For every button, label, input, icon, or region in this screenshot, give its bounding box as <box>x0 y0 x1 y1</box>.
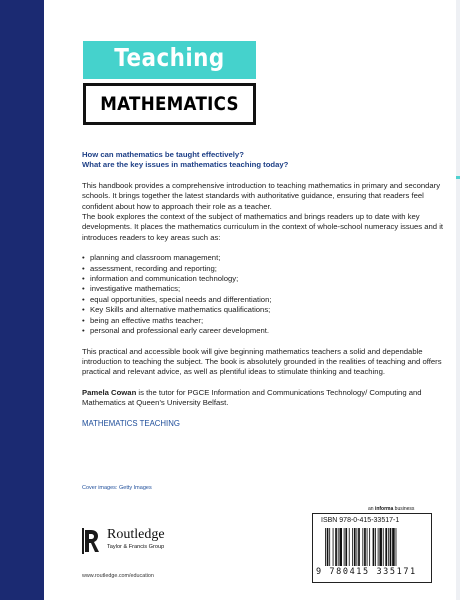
barcode-bar <box>378 528 379 566</box>
question-2: What are the key issues in mathematics teaching today? <box>82 160 289 170</box>
barcode-bar <box>379 528 382 566</box>
bullet-icon: • <box>82 274 85 284</box>
isbn-label: ISBN 978-0-415-33517-1 <box>321 517 400 524</box>
barcode-bar <box>396 528 397 566</box>
author-description: is the tutor for PGCE Information and Communications Technology/ Computing and Mathematics at Queen’s University Belfast. <box>82 387 422 408</box>
intro-paragraph-1: This handbook provides a comprehensive introduction to teaching mathematics in primary and secondary schools. It brings together the latest standards with authoritative guidance, ensuring that readers feel confident about how to approach their role as a teacher. <box>82 180 441 211</box>
routledge-logo-icon <box>82 528 100 554</box>
barcode-bar <box>390 528 392 566</box>
barcode-bar <box>362 528 363 566</box>
bullet-icon: • <box>82 294 85 304</box>
barcode-bar <box>325 528 326 566</box>
barcode-icon <box>325 528 419 566</box>
bullet-icon: • <box>82 305 85 315</box>
barcode-bar <box>338 528 339 566</box>
author-bio <box>82 388 444 409</box>
barcode-bar <box>344 528 345 566</box>
edge-marker <box>456 176 460 179</box>
publisher-group: Taylor & Francis Group <box>107 544 165 550</box>
barcode-bar <box>329 528 330 566</box>
barcode-bar <box>383 528 384 566</box>
barcode-bar <box>354 528 356 566</box>
title-teaching-banner <box>83 41 256 79</box>
author-name: Pamela Cowan <box>82 387 137 397</box>
list-item: • investigative mathematics; <box>82 284 181 294</box>
closing-paragraph: This practical and accessible book will give beginning mathematics teachers a solid and dependable introduction to teaching the subject. The book is absolutely grounded in the realities of teaching and offers practical and relevant advice, as well as plentiful ideas to stimulate thinking and teaching. <box>82 346 442 377</box>
publisher-logo <box>82 525 222 565</box>
barcode-number: 9 780415 335171 <box>316 567 417 577</box>
isbn-barcode-box <box>312 513 432 583</box>
barcode-bar <box>339 528 342 566</box>
barcode-bar <box>385 528 387 566</box>
list-item: • equal opportunities, special needs and differentiation; <box>82 294 272 304</box>
list-item: • planning and classroom management; <box>82 253 221 263</box>
bullet-icon: • <box>82 315 85 325</box>
publisher-url[interactable]: www.routledge.com/education <box>82 573 154 579</box>
cover-credit: Cover images: Getty Images <box>82 485 152 491</box>
barcode-bar <box>367 528 368 566</box>
list-item: • information and communication technology; <box>82 274 239 284</box>
back-cover-text <box>82 150 444 429</box>
barcode-bar <box>352 528 353 566</box>
bullet-icon: • <box>82 263 85 273</box>
barcode-bar <box>349 528 350 566</box>
bullet-icon: • <box>82 253 85 263</box>
barcode-bar <box>345 528 347 566</box>
publisher-name: Routledge <box>107 527 165 542</box>
informa-business-label: an informa business <box>368 506 415 512</box>
bullet-icon: • <box>82 284 85 294</box>
title-mathematics: MATHEMATICS <box>100 93 239 115</box>
spine-band <box>0 0 44 600</box>
bullet-icon: • <box>82 326 85 336</box>
right-edge <box>456 0 460 600</box>
barcode-bar <box>375 528 376 566</box>
intro-paragraph-2: The book explores the context of the subject of mathematics and brings readers up to date with key developments. It places the mathematics curriculum in the context of whole-school numeracy issues and it introduces readers to key areas such as: <box>82 212 444 242</box>
list-item: • Key Skills and alternative mathematics qualifications; <box>82 305 271 315</box>
barcode-bar <box>327 528 329 566</box>
subject-category: MATHEMATICS TEACHING <box>82 418 180 428</box>
barcode-bar <box>373 528 375 566</box>
barcode-bar <box>392 528 395 566</box>
barcode-bar <box>335 528 337 566</box>
list-item: • personal and professional early career development. <box>82 326 270 336</box>
list-item: • assessment, recording and reporting; <box>82 263 217 273</box>
barcode-bar <box>388 528 389 566</box>
barcode-bar <box>333 528 334 566</box>
barcode-bar <box>358 528 360 566</box>
barcode-bar <box>356 528 357 566</box>
title-teaching: Teaching <box>114 43 225 72</box>
title-mathematics-box <box>83 83 256 125</box>
list-item: • being an effective maths teacher; <box>82 315 204 325</box>
barcode-bar <box>364 528 366 566</box>
topic-list <box>82 253 444 336</box>
barcode-bar <box>369 528 370 566</box>
question-1: How can mathematics be taught effectively? <box>82 150 244 159</box>
